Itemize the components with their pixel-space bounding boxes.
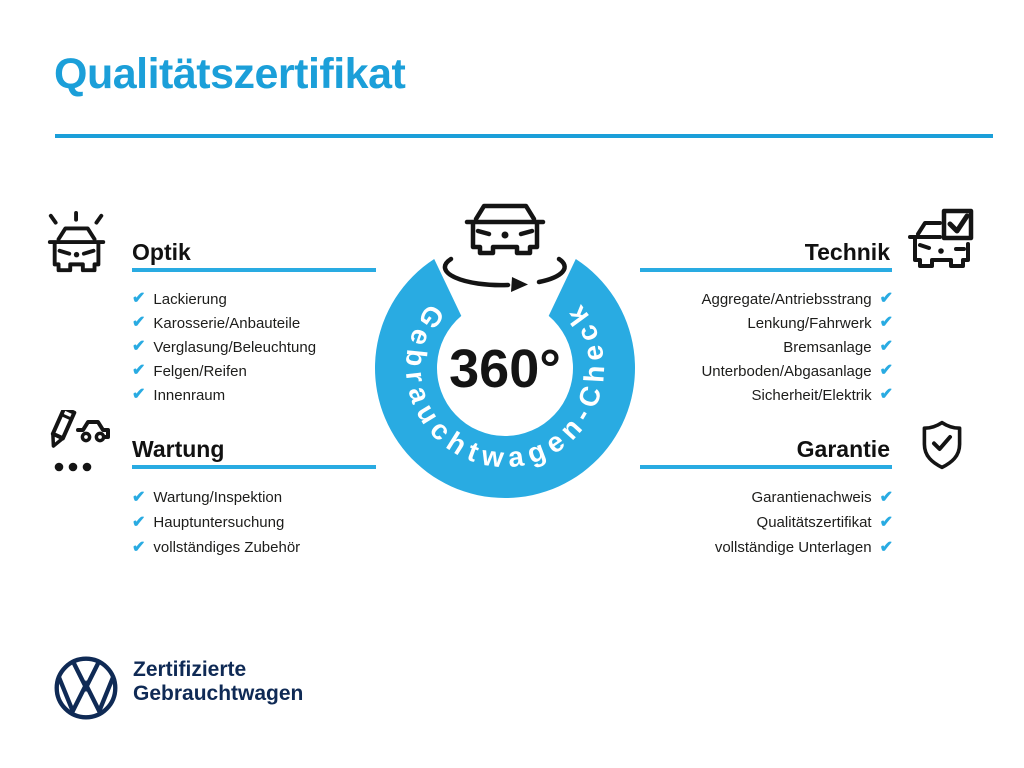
shiny-car-icon <box>44 210 112 276</box>
section-divider-wartung <box>132 465 376 469</box>
checklist-item-label: Qualitätszertifikat <box>756 514 872 531</box>
check-icon: ✔ <box>132 386 146 403</box>
service-record-icon <box>42 410 112 476</box>
check-icon: ✔ <box>879 386 893 403</box>
section-title-technik: Technik <box>804 239 890 265</box>
checklist-item-label: Unterboden/Abgasanlage <box>701 362 872 380</box>
checklist-item-label: Lenkung/Fahrwerk <box>747 314 872 332</box>
section-title-optik: Optik <box>132 239 191 265</box>
check-icon: ✔ <box>879 513 893 531</box>
check-icon: ✔ <box>132 290 146 307</box>
checklist-item <box>593 535 893 560</box>
checklist-item <box>132 535 392 560</box>
checklist-item-label: vollständiges Zubehör <box>153 539 301 556</box>
checklist-item <box>132 485 392 510</box>
checklist-item <box>132 359 392 383</box>
checklist-item <box>132 335 392 359</box>
check-icon: ✔ <box>879 488 893 506</box>
checklist-item-label: Hauptuntersuchung <box>153 514 285 531</box>
check-icon: ✔ <box>879 314 893 331</box>
section-divider-garantie <box>640 465 892 469</box>
checklist-item-label: Karosserie/Anbauteile <box>153 314 301 332</box>
check-icon: ✔ <box>132 362 146 379</box>
checklist-item-label: Verglasung/Beleuchtung <box>153 338 317 356</box>
check-icon: ✔ <box>132 513 146 531</box>
degree-label: 360° <box>449 339 561 399</box>
checklist-item <box>132 383 392 407</box>
check-icon: ✔ <box>879 290 893 307</box>
360-check-graphic <box>365 193 645 510</box>
checklist-item-label: Bremsanlage <box>783 338 872 356</box>
title-divider <box>55 134 993 138</box>
check-icon: ✔ <box>132 538 146 556</box>
footer-line2: Gebrauchtwagen <box>133 682 304 705</box>
checklist-item-label: vollständige Unterlagen <box>714 539 872 556</box>
rotating-car-icon <box>445 206 565 292</box>
ring-label: Gebrauchtwagen-Check <box>399 299 611 474</box>
checklist-item-label: Felgen/Reifen <box>153 362 247 380</box>
check-icon: ✔ <box>132 338 146 355</box>
check-icon: ✔ <box>879 338 893 355</box>
checklist-item <box>132 510 392 535</box>
footer-brand-text <box>133 658 303 706</box>
section-divider-optik <box>132 268 376 272</box>
checklist-item <box>132 311 392 335</box>
checklist-wartung <box>132 485 392 560</box>
page-title: Qualitätszertifikat <box>54 50 406 98</box>
shield-check-icon <box>914 416 970 474</box>
checklist-item-label: Garantienachweis <box>751 489 872 506</box>
checklist-item-label: Sicherheit/Elektrik <box>751 386 872 404</box>
section-divider-technik <box>640 268 892 272</box>
checklist-item <box>593 510 893 535</box>
footer-line1: Zertifizierte <box>133 658 247 681</box>
vw-logo <box>52 654 120 727</box>
section-title-wartung: Wartung <box>132 436 225 462</box>
checklist-item-label: Innenraum <box>153 386 226 404</box>
check-icon: ✔ <box>132 488 146 506</box>
check-icon: ✔ <box>879 538 893 556</box>
car-checkbox-icon <box>906 208 976 274</box>
check-icon: ✔ <box>879 362 893 379</box>
check-icon: ✔ <box>132 314 146 331</box>
checklist-item <box>132 287 392 311</box>
section-title-garantie: Garantie <box>796 436 890 462</box>
checklist-optik <box>132 287 392 407</box>
checklist-item-label: Lackierung <box>153 290 227 308</box>
checklist-item-label: Wartung/Inspektion <box>153 489 283 506</box>
checklist-item-label: Aggregate/Antriebsstrang <box>701 290 872 308</box>
